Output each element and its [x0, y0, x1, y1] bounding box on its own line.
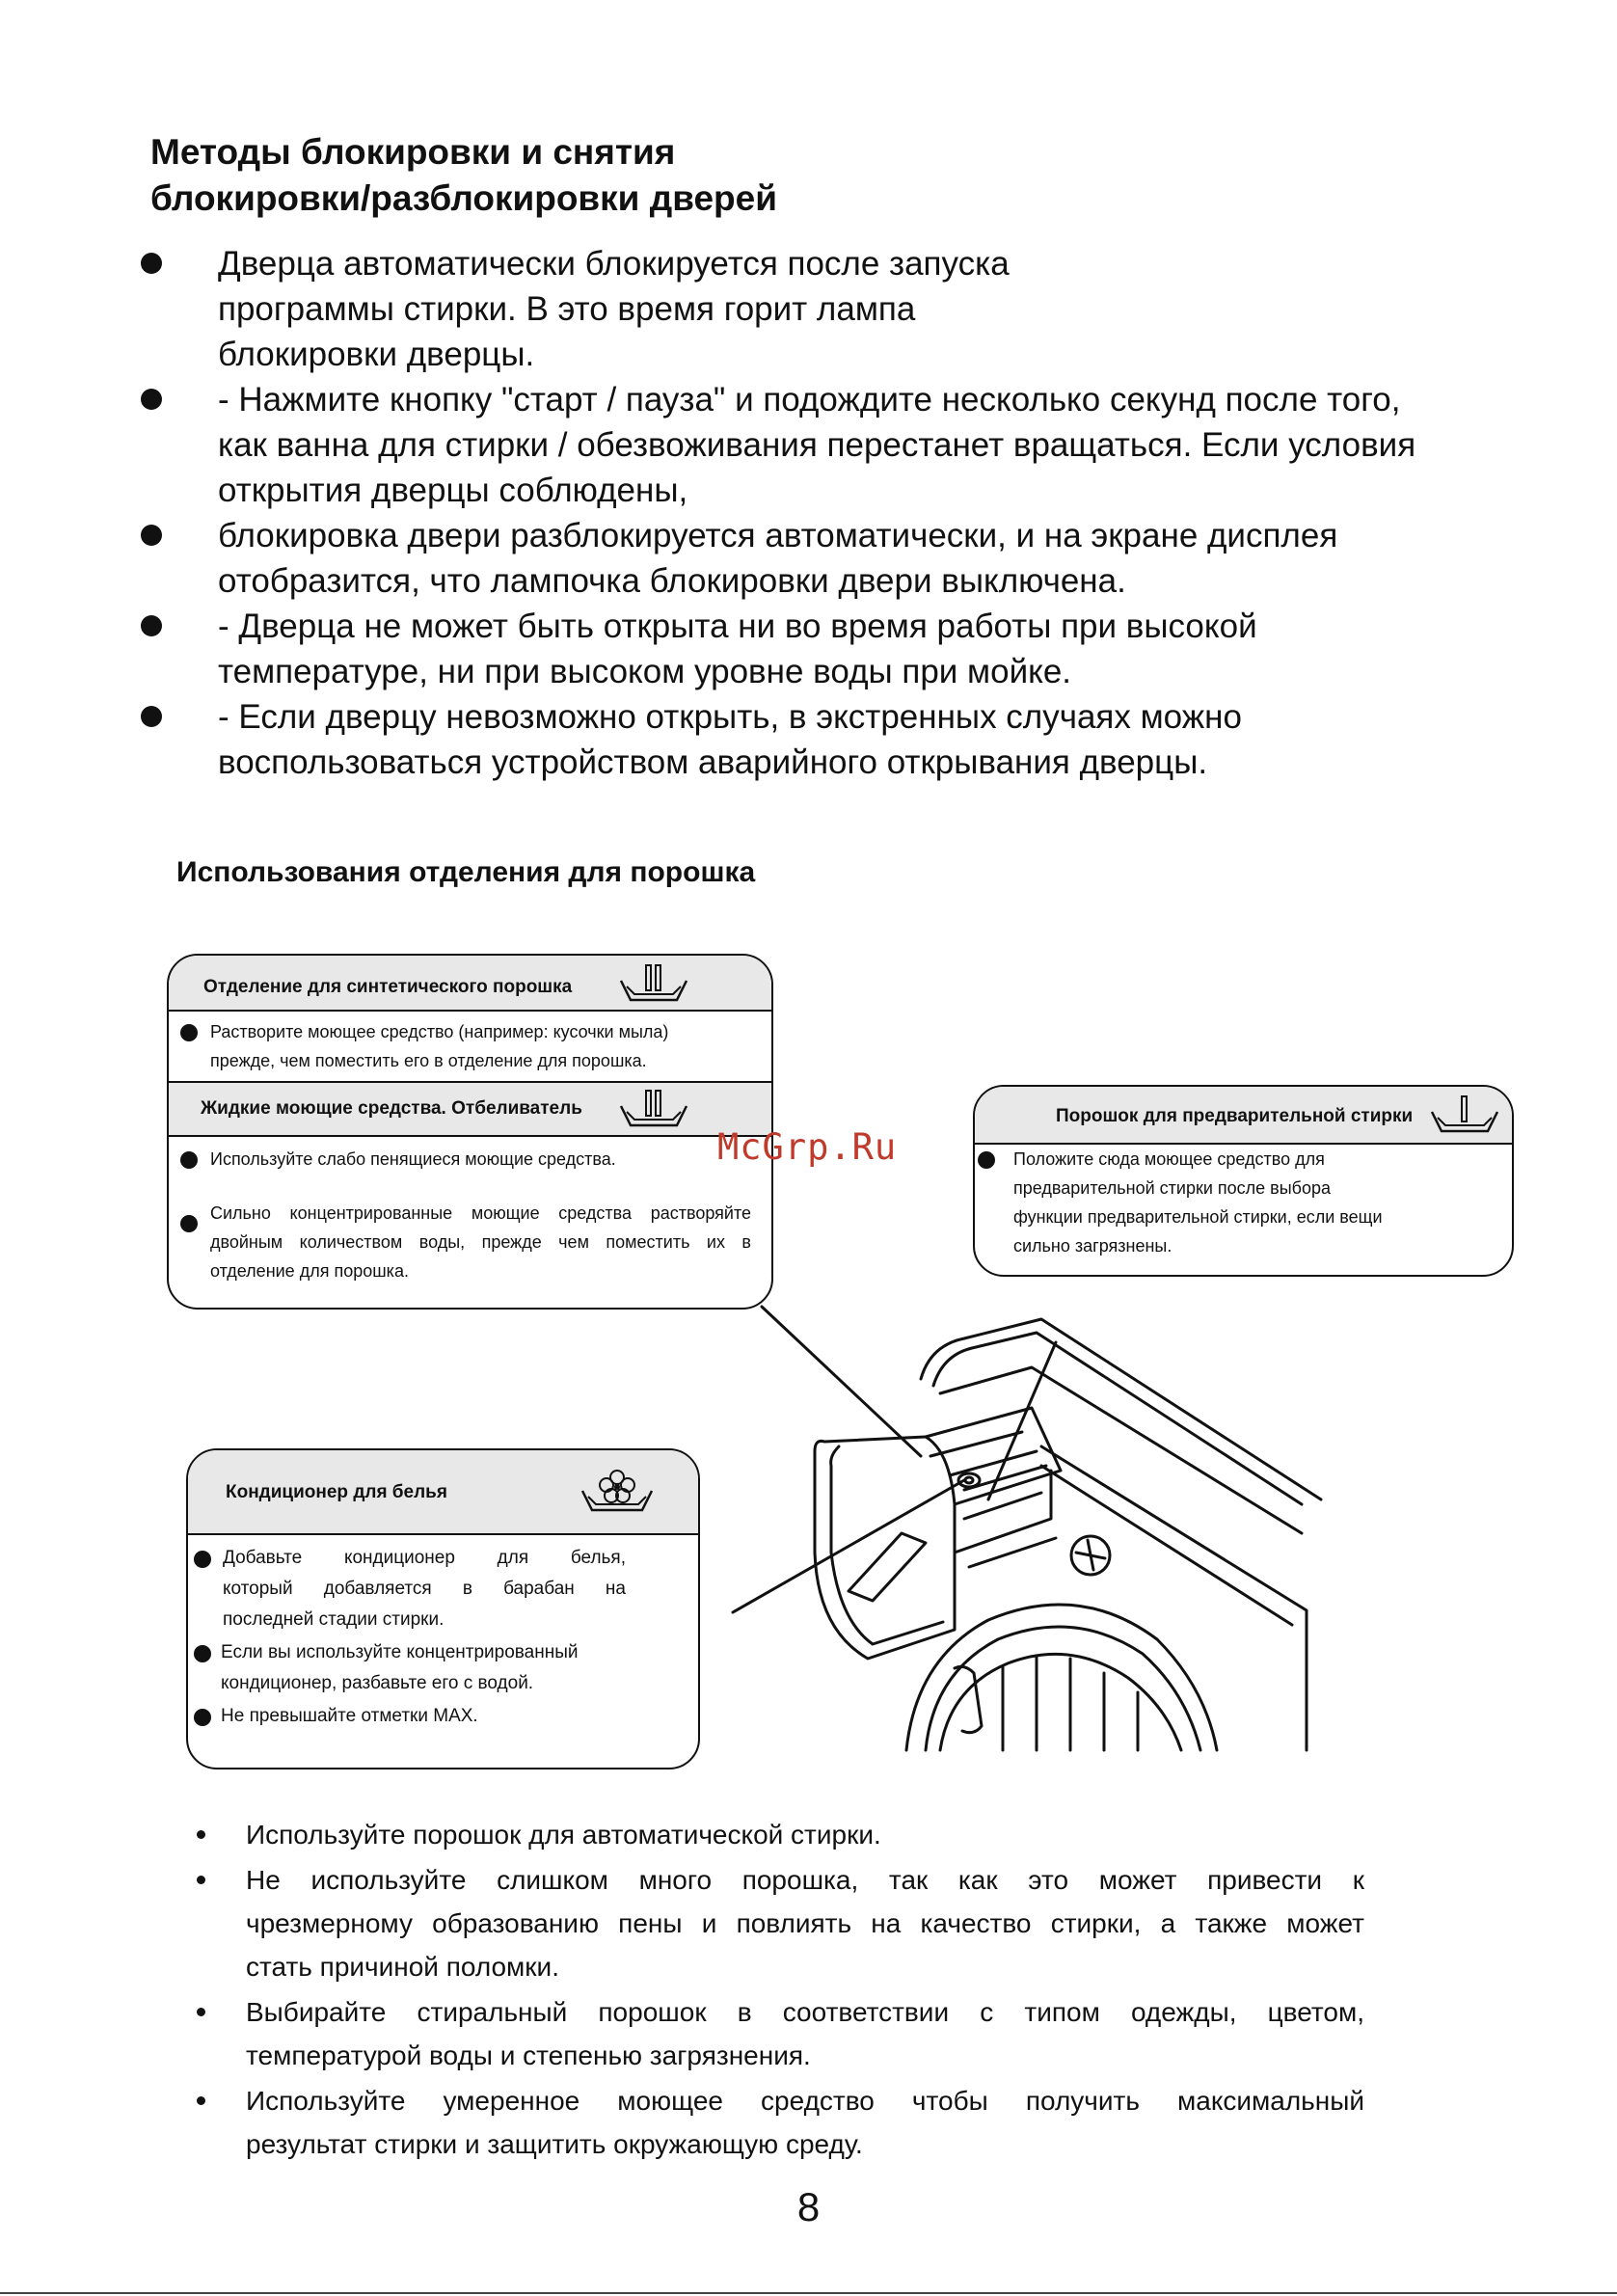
- prewash-box-header: Порошок для предварительной стирки: [975, 1087, 1512, 1145]
- bullet-icon: [197, 1876, 205, 1884]
- list-item: Если вы используйте концентрированный кондиционер, разбавьте его с водой.: [194, 1637, 637, 1699]
- list-item: Растворите моющее средство (например: кусочки мыла) прежде, чем поместить его в отделение для порошка.: [180, 1017, 749, 1075]
- list-item: Не превышайте отметки MAX.: [194, 1701, 637, 1732]
- compartment-II-icon: [617, 1087, 690, 1131]
- bullet-icon: [197, 2008, 205, 2016]
- bullet-icon: [978, 1151, 995, 1169]
- list-item: блокировка двери разблокируется автоматически, и на экране дисплея отобразится, что лампочка блокировки двери выключена.: [141, 513, 1510, 604]
- title-line-1: Методы блокировки и снятия: [150, 132, 676, 172]
- liquid-box-header: Жидкие моющие средства. Отбеливатель: [169, 1081, 771, 1137]
- list-item: Выбирайте стиральный порошок в соответствии с типом одежды, цветом, температурой воды и степенью загрязнения.: [193, 1990, 1364, 2077]
- list-item: Используйте слабо пенящиеся моющие средства.: [180, 1145, 749, 1174]
- synthetic-powder-box: [167, 954, 773, 1310]
- machine-top-edge: [921, 1319, 1321, 1499]
- synthetic-box-body: [169, 1012, 771, 1081]
- list-item: Добавьте кондиционер для белья, который добавляется в барабан на последней стадии стирки.: [194, 1543, 626, 1635]
- callout-line-synthetic: [762, 1307, 921, 1456]
- bullet-icon: [197, 1830, 205, 1839]
- detergent-tips-list: [193, 1813, 1364, 2168]
- bullet-icon: [141, 615, 162, 636]
- compartment-II-icon: [617, 961, 690, 1006]
- callout-line-prewash: [988, 1342, 1056, 1499]
- bullet-icon: [194, 1645, 211, 1662]
- title-line-2: блокировки/разблокировки дверей: [150, 178, 777, 218]
- list-item: - Дверца не может быть открыта ни во время работы при высокой температуре, ни при высоком уровне воды при мойке.: [141, 604, 1510, 694]
- bullet-icon: [194, 1551, 211, 1568]
- watermark: McGrp.Ru: [717, 1126, 898, 1168]
- list-item: Сильно концентрированные моющие средства растворяйте двойным количеством воды, прежде чем поместить их в отделение для порошка.: [180, 1199, 751, 1285]
- drawer-front: [815, 1437, 955, 1659]
- bullet-icon: [141, 706, 162, 727]
- bottom-divider: [0, 2292, 1617, 2294]
- bullet-icon: [194, 1709, 211, 1726]
- prewash-powder-box: [973, 1085, 1514, 1277]
- bullet-icon: [180, 1024, 198, 1041]
- softener-box: [186, 1448, 700, 1769]
- list-item: - Если дверцу невозможно открыть, в экстренных случаях можно воспользоваться устройством аварийного открывания дверцы.: [141, 694, 1510, 785]
- list-item: - Нажмите кнопку "старт / пауза" и подождите несколько секунд после того, как ванна для стирки / обезвоживания перестанет вращаться. Если условия открытия дверцы соблюдены,: [141, 377, 1510, 513]
- page-number: 8: [796, 2184, 821, 2229]
- bullet-icon: [141, 389, 162, 410]
- bullet-icon: [141, 525, 162, 546]
- dispenser-section-title: Использования отделения для порошка: [176, 856, 756, 888]
- page-title: [150, 129, 777, 222]
- list-item: Положите сюда моющее средство для предварительной стирки после выбора функции предварительной стирки, если вещи сильно загрязнены.: [978, 1145, 1479, 1260]
- list-item: Дверца автоматически блокируется после запуска программы стирки. В это время горит лампа блокировки дверцы.: [141, 241, 1510, 377]
- synthetic-box-header: Отделение для синтетического порошка: [169, 956, 771, 1012]
- list-item: Не используйте слишком много порошка, так как это может привести к чрезмерному образованию пены и повлиять на качество стирки, а также может стать причиной поломки.: [193, 1858, 1364, 1988]
- compartment-I-icon: [1428, 1093, 1501, 1137]
- flower-icon: [579, 1464, 656, 1518]
- bullet-icon: [180, 1215, 198, 1232]
- callout-line-softener: [733, 1480, 964, 1612]
- door-lock-list: [141, 241, 1510, 785]
- softener-box-header: Кондиционер для белья: [188, 1450, 698, 1535]
- bullet-icon: [197, 2096, 205, 2105]
- list-item: Используйте порошок для автоматической стирки.: [193, 1813, 1364, 1856]
- list-item: Используйте умеренное моющее средство чтобы получить максимальный результат стирки и защитить окружающую среду.: [193, 2079, 1364, 2166]
- bullet-icon: [180, 1151, 198, 1169]
- bullet-icon: [141, 253, 162, 274]
- door-outline: [906, 1605, 1217, 1750]
